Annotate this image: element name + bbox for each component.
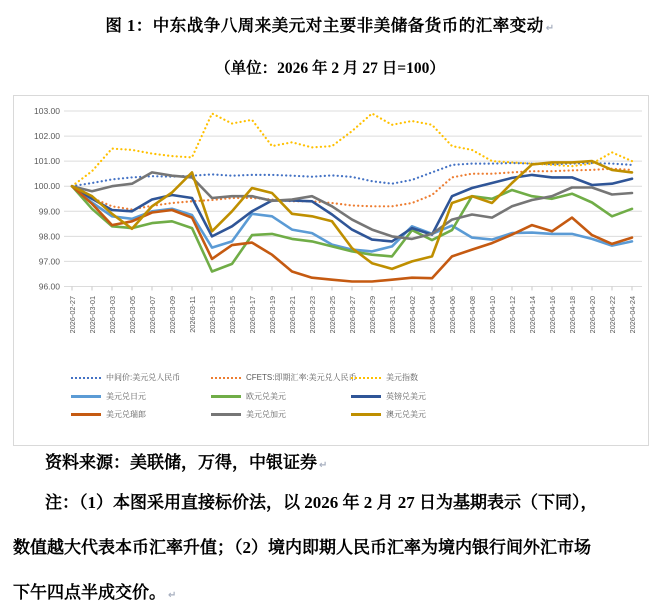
x-axis-tick-label: 2026-03-05 (128, 296, 137, 334)
x-axis-tick-label: 2026-03-13 (208, 296, 217, 334)
x-axis-tick-label: 2026-04-10 (488, 296, 497, 334)
x-axis-tick-label: 2026-04-12 (508, 296, 517, 334)
x-axis-tick-label: 2026-04-02 (408, 296, 417, 334)
legend-label: 美元兑日元 (106, 392, 146, 401)
x-axis-tick-label: 2026-03-15 (228, 296, 237, 334)
figure-subtitle-line (0, 56, 660, 78)
x-axis-tick-label: 2026-04-08 (468, 296, 477, 334)
legend-item (71, 409, 146, 420)
legend-swatch-solid-line (71, 413, 101, 416)
x-axis-tick-label: 2026-03-31 (388, 296, 397, 334)
x-axis-tick-label: 2026-04-16 (548, 296, 557, 334)
x-axis-tick-label: 2026-03-09 (168, 296, 177, 334)
legend-swatch-solid-line (351, 395, 381, 398)
legend-swatch-dotted-line (351, 377, 381, 379)
x-axis-tick-label: 2026-03-25 (328, 296, 337, 334)
x-axis-tick-label: 2026-03-19 (268, 296, 277, 334)
paragraph-mark: ↵ (545, 23, 555, 34)
legend-label: CFETS:即期汇率:美元兑人民币 (246, 373, 357, 382)
x-axis-tick-label: 2026-04-18 (568, 296, 577, 334)
note-text-1: 注：（1）本图采用直接标价法，以 2026 年 2 月 27 日为基期表示（下同）， (45, 493, 598, 512)
x-axis-tick-label: 2026-03-11 (188, 296, 197, 333)
note-line-1 (45, 488, 598, 513)
x-axis-tick-label: 2026-04-24 (628, 296, 637, 334)
legend-label: 美元兑加元 (246, 410, 286, 419)
legend-item (211, 372, 357, 383)
legend-swatch-dotted-line (211, 377, 241, 379)
legend-label: 英镑兑美元 (386, 392, 426, 401)
legend-label: 欧元兑美元 (246, 392, 286, 401)
y-axis-tick-label: 99.00 (38, 206, 60, 217)
figure-subtitle: （单位：2026 年 2 月 27 日=100） (215, 60, 445, 77)
paragraph-mark: ↵ (319, 460, 328, 471)
source-text: 资料来源：美联储，万得，中银证券 (45, 453, 317, 472)
chart-legend (14, 96, 648, 445)
x-axis-tick-label: 2026-04-04 (428, 296, 437, 334)
legend-swatch-solid-line (351, 413, 381, 416)
legend-item (351, 409, 426, 420)
legend-item (351, 372, 418, 383)
figure-title-line (0, 12, 660, 36)
x-axis-tick-label: 2026-02-27 (68, 296, 77, 334)
legend-swatch-dotted-line (71, 377, 101, 379)
x-axis-tick-label: 2026-04-20 (588, 296, 597, 334)
y-axis-tick-label: 97.00 (38, 256, 60, 267)
y-axis-tick-label: 101.00 (34, 156, 60, 167)
note-line-2 (13, 533, 591, 558)
x-axis-tick-label: 2026-03-17 (248, 296, 257, 334)
legend-swatch-solid-line (71, 395, 101, 398)
x-axis-tick-label: 2026-03-07 (148, 296, 157, 334)
legend-swatch-solid-line (211, 413, 241, 416)
legend-swatch-solid-line (211, 395, 241, 398)
legend-label: 澳元兑美元 (386, 410, 426, 419)
x-axis-tick-label: 2026-04-06 (448, 296, 457, 334)
y-axis-tick-label: 98.00 (38, 231, 60, 242)
figure-title: 图 1：中东战争八周来美元对主要非美储备货币的汇率变动 (105, 16, 544, 35)
y-axis-tick-label: 102.00 (34, 131, 60, 142)
legend-item (71, 372, 180, 383)
x-axis-tick-label: 2026-03-29 (368, 296, 377, 334)
x-axis-tick-label: 2026-03-27 (348, 296, 357, 334)
legend-item (211, 391, 286, 402)
x-axis-tick-label: 2026-03-23 (308, 296, 317, 334)
note-line-3 (13, 578, 176, 603)
note-text-3: 下午四点半成交价。 (13, 583, 166, 602)
note-text-2: 数值越大代表本币汇率升值；（2）境内即期人民币汇率为境内银行间外汇市场 (13, 538, 591, 557)
x-axis-tick-label: 2026-04-14 (528, 296, 537, 334)
x-axis-tick-label: 2026-04-22 (608, 296, 617, 334)
y-axis-tick-label: 96.00 (38, 281, 60, 292)
legend-item (351, 391, 426, 402)
paragraph-mark: ↵ (168, 590, 177, 601)
legend-item (211, 409, 286, 420)
source-line (45, 448, 327, 473)
legend-label: 中间价:美元兑人民币 (106, 373, 181, 382)
exchange-rate-line-chart (13, 95, 649, 446)
x-axis-tick-label: 2026-03-03 (108, 296, 117, 334)
y-axis-tick-label: 100.00 (34, 181, 60, 192)
x-axis-tick-label: 2026-03-21 (288, 296, 297, 334)
legend-label: 美元指数 (386, 373, 418, 382)
x-axis-tick-label: 2026-03-01 (88, 296, 97, 334)
legend-label: 美元兑瑞郎 (106, 410, 146, 419)
legend-item (71, 391, 146, 402)
y-axis-tick-label: 103.00 (34, 106, 60, 116)
